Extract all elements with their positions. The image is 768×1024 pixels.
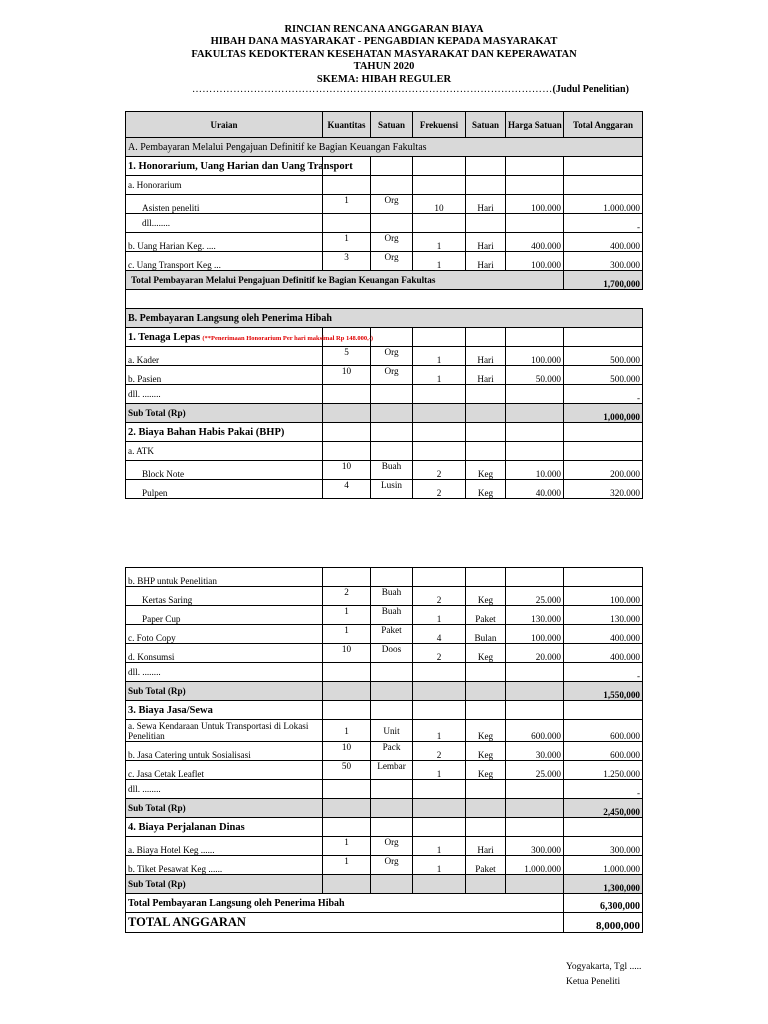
qty-cell: 1 <box>323 837 371 856</box>
table-row <box>126 663 643 682</box>
subtotal-value: 1,000,000 <box>564 404 643 423</box>
price-cell: 600.000 <box>506 720 564 742</box>
unit-cell: Buah <box>371 461 413 480</box>
row-label: d. Konsumsi <box>126 644 323 663</box>
freq-unit-cell: Hari <box>466 195 506 214</box>
total-label: Total Pembayaran Langsung oleh Penerima Hibah <box>126 894 564 913</box>
freq-cell: 1 <box>413 252 466 271</box>
freq-unit-cell: Keg <box>466 480 506 499</box>
row-label: Pulpen <box>126 480 323 499</box>
price-cell: 25.000 <box>506 587 564 606</box>
table-row <box>126 856 643 875</box>
total-cell: 500.000 <box>564 347 643 366</box>
freq-cell: 2 <box>413 461 466 480</box>
table-row <box>126 461 643 480</box>
freq-unit-cell: Paket <box>466 856 506 875</box>
qty-cell: 10 <box>323 644 371 663</box>
budget-table-part-1 <box>125 111 643 499</box>
subtotal-label: Sub Total (Rp) <box>126 799 323 818</box>
freq-unit-cell: Keg <box>466 461 506 480</box>
subtotal-row <box>126 799 643 818</box>
unit-cell: Org <box>371 856 413 875</box>
table-row <box>126 780 643 799</box>
freq-unit-cell: Hari <box>466 366 506 385</box>
col-header: Kuantitas <box>323 112 371 138</box>
subtotal-row <box>126 404 643 423</box>
subtotal-value: 2,450,000 <box>564 799 643 818</box>
unit-cell: Org <box>371 837 413 856</box>
table-row <box>126 347 643 366</box>
table-row <box>126 625 643 644</box>
table-row <box>126 761 643 780</box>
table-header-row <box>126 112 643 138</box>
table-row <box>126 644 643 663</box>
total-cell: 100.000 <box>564 587 643 606</box>
qty-cell: 1 <box>323 195 371 214</box>
table-row <box>126 587 643 606</box>
subsection-title <box>126 328 374 347</box>
table-row <box>126 742 643 761</box>
table-row <box>126 837 643 856</box>
freq-cell: 1 <box>413 366 466 385</box>
subsection-row <box>126 328 643 347</box>
unit-cell: Unit <box>371 720 413 742</box>
freq-cell: 4 <box>413 625 466 644</box>
title-placeholder-label: (Judul Penelitian) <box>552 84 629 95</box>
subtotal-value: 1,550,000 <box>564 682 643 701</box>
qty-cell: 50 <box>323 761 371 780</box>
subsection-title: 1. Honorarium, Uang Harian dan Uang Transport <box>126 157 323 176</box>
table-row <box>126 214 643 233</box>
row-label: b. Pasien <box>126 366 323 385</box>
table-row <box>126 252 643 271</box>
table-row <box>126 385 643 404</box>
total-cell: - <box>564 663 643 682</box>
qty-cell: 3 <box>323 252 371 271</box>
row-label: b. Uang Harian Keg. .... <box>126 233 323 252</box>
row-label: dll........ <box>126 214 323 233</box>
qty-cell: 5 <box>323 347 371 366</box>
freq-unit-cell: Keg <box>466 720 506 742</box>
freq-cell: 1 <box>413 837 466 856</box>
table-row <box>126 606 643 625</box>
document-header <box>0 24 768 86</box>
budget-table-part-2 <box>125 567 643 933</box>
unit-cell: Org <box>371 195 413 214</box>
total-cell: 600.000 <box>564 720 643 742</box>
row-label: a. Biaya Hotel Keg ...... <box>126 837 323 856</box>
row-label: a. Sewa Kendaraan Untuk Transportasi di Lokasi Penelitian <box>126 720 323 742</box>
spacer-row <box>126 290 643 309</box>
total-cell: 300.000 <box>564 837 643 856</box>
table-row <box>126 480 643 499</box>
price-cell: 50.000 <box>506 366 564 385</box>
total-cell: 320.000 <box>564 480 643 499</box>
subsection-row <box>126 701 643 720</box>
table-row <box>126 195 643 214</box>
total-row <box>126 894 643 913</box>
unit-cell: Org <box>371 252 413 271</box>
freq-unit-cell: Keg <box>466 587 506 606</box>
unit-cell: Org <box>371 347 413 366</box>
col-header: Satuan <box>466 112 506 138</box>
freq-unit-cell: Hari <box>466 233 506 252</box>
total-cell: 1.000.000 <box>564 195 643 214</box>
section-b-row <box>126 309 643 328</box>
qty-cell: 10 <box>323 461 371 480</box>
row-label: b. BHP untuk Penelitian <box>126 568 323 587</box>
price-cell: 40.000 <box>506 480 564 499</box>
total-cell: 300.000 <box>564 252 643 271</box>
col-header: Frekuensi <box>413 112 466 138</box>
title-placeholder-dots: …………………………………………………………………………………………… <box>192 84 553 95</box>
freq-cell: 1 <box>413 761 466 780</box>
total-cell: - <box>564 385 643 404</box>
row-label: c. Jasa Cetak Leaflet <box>126 761 323 780</box>
subsection-title: 4. Biaya Perjalanan Dinas <box>126 818 323 837</box>
freq-unit-cell: Hari <box>466 252 506 271</box>
row-label: c. Foto Copy <box>126 625 323 644</box>
freq-unit-cell: Keg <box>466 644 506 663</box>
price-cell: 300.000 <box>506 837 564 856</box>
freq-cell: 1 <box>413 347 466 366</box>
freq-unit-cell: Bulan <box>466 625 506 644</box>
subsection-row <box>126 423 643 442</box>
price-cell: 100.000 <box>506 252 564 271</box>
freq-unit-cell: Paket <box>466 606 506 625</box>
total-cell: 500.000 <box>564 366 643 385</box>
freq-cell: 2 <box>413 587 466 606</box>
grand-total-row <box>126 913 643 933</box>
subsection-row <box>126 818 643 837</box>
col-header: Satuan <box>371 112 413 138</box>
unit-cell: Org <box>371 366 413 385</box>
freq-unit-cell: Keg <box>466 742 506 761</box>
grand-total-label: TOTAL ANGGARAN <box>126 913 564 933</box>
unit-cell: Buah <box>371 606 413 625</box>
price-cell: 100.000 <box>506 625 564 644</box>
qty-cell: 4 <box>323 480 371 499</box>
row-label: a. Kader <box>126 347 323 366</box>
unit-cell: Lembar <box>371 761 413 780</box>
subsection-title: 2. Biaya Bahan Habis Pakai (BHP) <box>126 423 323 442</box>
total-cell: 600.000 <box>564 742 643 761</box>
subsection-title-text: 1. Tenaga Lepas <box>128 331 201 343</box>
subtotal-label: Sub Total (Rp) <box>126 682 323 701</box>
row-label: Kertas Saring <box>126 587 323 606</box>
price-cell: 1.000.000 <box>506 856 564 875</box>
row-label: dll. ........ <box>126 780 323 799</box>
qty-cell: 1 <box>323 625 371 644</box>
row-label: a. Honorarium <box>126 176 323 195</box>
freq-cell: 1 <box>413 856 466 875</box>
honorarium-note: (**Penerimaan Honorarium Per hari maksimal Rp 148.000,-) <box>202 334 374 342</box>
price-cell: 10.000 <box>506 461 564 480</box>
total-cell: 400.000 <box>564 644 643 663</box>
price-cell: 25.000 <box>506 761 564 780</box>
freq-unit-cell: Hari <box>466 837 506 856</box>
total-label: Total Pembayaran Melalui Pengajuan Definitif ke Bagian Keuangan Fakultas <box>126 271 564 290</box>
row-label: b. Jasa Catering untuk Sosialisasi <box>126 742 323 761</box>
qty-cell: 1 <box>323 856 371 875</box>
section-title: B. Pembayaran Langsung oleh Penerima Hibah <box>126 309 643 328</box>
table-row <box>126 366 643 385</box>
unit-cell: Paket <box>371 625 413 644</box>
row-label: dll. ........ <box>126 663 323 682</box>
header-title: RINCIAN RENCANA ANGGARAN BIAYA <box>284 24 484 35</box>
freq-cell: 2 <box>413 742 466 761</box>
table-row <box>126 568 643 587</box>
table-row <box>126 442 643 461</box>
price-cell: 130.000 <box>506 606 564 625</box>
total-value: 6,300,000 <box>564 894 643 913</box>
section-a-row <box>126 138 643 157</box>
freq-cell: 2 <box>413 480 466 499</box>
subtotal-row <box>126 682 643 701</box>
total-cell: 1.000.000 <box>564 856 643 875</box>
research-title-line <box>192 84 629 95</box>
unit-cell: Pack <box>371 742 413 761</box>
row-label: Block Note <box>126 461 323 480</box>
total-cell: 200.000 <box>564 461 643 480</box>
freq-cell: 1 <box>413 720 466 742</box>
table-row <box>126 720 643 742</box>
unit-cell: Lusin <box>371 480 413 499</box>
col-header: Uraian <box>126 112 323 138</box>
row-label: a. ATK <box>126 442 323 461</box>
unit-cell: Doos <box>371 644 413 663</box>
subsection-title: 3. Biaya Jasa/Sewa <box>126 701 323 720</box>
row-label: Paper Cup <box>126 606 323 625</box>
freq-unit-cell: Hari <box>466 347 506 366</box>
price-cell: 100.000 <box>506 195 564 214</box>
grand-total-value: 8,000,000 <box>564 913 643 933</box>
unit-cell: Buah <box>371 587 413 606</box>
header-scheme: SKEMA: HIBAH REGULER <box>316 73 452 85</box>
signature-role: Ketua Peneliti <box>566 977 621 987</box>
freq-cell: 1 <box>413 606 466 625</box>
subtotal-label: Sub Total (Rp) <box>126 404 323 423</box>
qty-cell: 10 <box>323 742 371 761</box>
table-row <box>126 176 643 195</box>
qty-cell: 1 <box>323 233 371 252</box>
row-label: b. Tiket Pesawat Keg ...... <box>126 856 323 875</box>
price-cell: 30.000 <box>506 742 564 761</box>
freq-unit-cell: Keg <box>466 761 506 780</box>
price-cell: 20.000 <box>506 644 564 663</box>
subsection-row <box>126 157 643 176</box>
subtotal-row <box>126 875 643 894</box>
row-label: dll. ........ <box>126 385 323 404</box>
row-label: c. Uang Transport Keg ... <box>126 252 323 271</box>
freq-cell: 2 <box>413 644 466 663</box>
total-cell: 1.250.000 <box>564 761 643 780</box>
total-row <box>126 271 643 290</box>
col-header: Total Anggaran <box>564 112 643 138</box>
subtotal-value: 1,300,000 <box>564 875 643 894</box>
table-row <box>126 233 643 252</box>
unit-cell: Org <box>371 233 413 252</box>
total-cell: 400.000 <box>564 625 643 644</box>
total-cell: 400.000 <box>564 233 643 252</box>
qty-cell: 1 <box>323 720 371 742</box>
qty-cell: 1 <box>323 606 371 625</box>
price-cell: 400.000 <box>506 233 564 252</box>
price-cell: 100.000 <box>506 347 564 366</box>
section-title: A. Pembayaran Melalui Pengajuan Definitif ke Bagian Keuangan Fakultas <box>126 138 643 157</box>
row-label: Asisten peneliti <box>126 195 323 214</box>
freq-cell: 1 <box>413 233 466 252</box>
total-cell: - <box>564 780 643 799</box>
qty-cell: 2 <box>323 587 371 606</box>
freq-cell: 10 <box>413 195 466 214</box>
header-program: HIBAH DANA MASYARAKAT - PENGABDIAN KEPADA MASYARAKAT <box>210 36 558 48</box>
col-header: Harga Satuan <box>506 112 564 138</box>
qty-cell: 10 <box>323 366 371 385</box>
header-year: TAHUN 2020 <box>353 61 415 73</box>
signature-place-date: Yogyakarta, Tgl ..... <box>566 962 642 972</box>
subtotal-label: Sub Total (Rp) <box>126 875 323 894</box>
total-value: 1,700,000 <box>564 271 643 290</box>
header-faculty: FAKULTAS KEDOKTERAN KESEHATAN MASYARAKAT DAN KEPERAWATAN <box>191 48 577 60</box>
total-cell: - <box>564 214 643 233</box>
total-cell: 130.000 <box>564 606 643 625</box>
